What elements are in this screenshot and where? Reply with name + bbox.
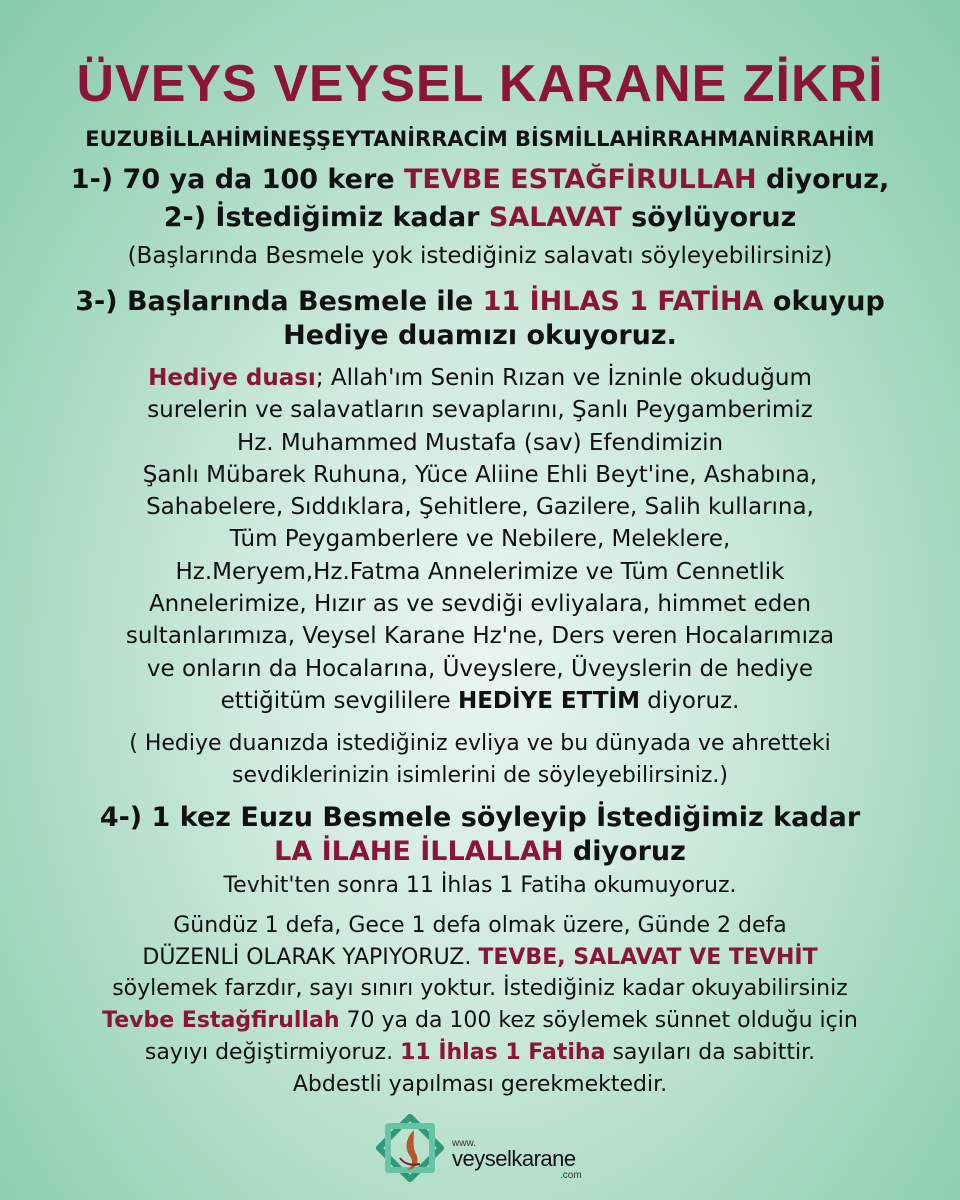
step-3-prefix: 3-) Başlarında Besmele ile bbox=[75, 286, 483, 317]
final-line: Gündüz 1 defa, Gece 1 defa olmak üzere, Günde 2 defa bbox=[173, 913, 787, 938]
step-2-note: (Başlarında Besmele yok istediğiniz salavatı söyleyebilirsiniz) bbox=[127, 243, 833, 269]
note-line: ( Hediye duanızda istediğiniz evliya ve bu dünyada ve ahretteki bbox=[129, 731, 831, 756]
hediye-duasi-block bbox=[40, 362, 920, 717]
step-4-line-3: Tevhit'ten sonra 11 İhlas 1 Fatiha okumuyoruz. bbox=[223, 873, 737, 898]
logo-com: .com bbox=[560, 1170, 582, 1181]
hediye-line: sultanlarımıza, Veysel Karane Hz'ne, Ders veren Hocalarımıza bbox=[125, 623, 835, 650]
final-line-4-rest: 70 ya da 100 kez söylemek sünnet olduğu için bbox=[339, 1008, 858, 1034]
final-line: Abdestli yapılması gerekmektedir. bbox=[292, 1071, 668, 1097]
final-notes bbox=[40, 910, 920, 1100]
step-3-suffix: okuyup bbox=[763, 286, 885, 317]
hediye-last-suffix: diyoruz. bbox=[640, 687, 740, 714]
logo-name: veyselkarane bbox=[452, 1146, 576, 1171]
hediye-line: surelerin ve salavatların sevaplarını, Şanlı Peygamberimiz bbox=[147, 397, 813, 424]
hediye-line: Sahabelere, Sıddıklara, Şehitlere, Gazilere, Salih kullarına, bbox=[146, 494, 814, 521]
step-2-suffix: söylüyoruz bbox=[621, 202, 797, 233]
hediye-line: Annelerimize, Hızır as ve sevdiği evliyalara, himmet eden bbox=[148, 591, 812, 618]
step-1-highlight: TEVBE ESTAĞFİRULLAH bbox=[404, 164, 757, 195]
hediye-ettim: HEDİYE ETTİM bbox=[457, 687, 640, 714]
hediye-line bbox=[40, 362, 920, 394]
hediye-line: Hz.Meryem,Hz.Fatma Annelerimize ve Tüm Cennetlik bbox=[175, 558, 785, 585]
step-2-prefix: 2-) İstediğimiz kadar bbox=[163, 202, 489, 233]
step-1 bbox=[0, 162, 960, 198]
final-line-2-prefix: DÜZENLİ OLARAK YAPIYORUZ. bbox=[142, 944, 479, 970]
veyselkarane-logo bbox=[370, 1108, 600, 1188]
logo-www: www. bbox=[452, 1138, 476, 1149]
bismillah-line: EUZUBİLLAHİMİNEŞŞEYTANİRRACİM BİSMİLLAHİRRAHMANİRRAHİM bbox=[85, 127, 875, 151]
final-line-5-rest: sayıları da sabittir. bbox=[605, 1039, 816, 1065]
step-1-suffix: diyoruz, bbox=[756, 164, 890, 195]
page-title: ÜVEYS VEYSEL KARANE ZİKRİ bbox=[76, 55, 884, 113]
hediye-line: Tüm Peygamberlere ve Nebilere, Meleklere, bbox=[229, 526, 731, 553]
step-2 bbox=[0, 200, 960, 236]
final-line bbox=[40, 1037, 920, 1069]
hediye-last-prefix: ettiğitüm sevgililere bbox=[220, 687, 458, 714]
step-2-highlight: SALAVAT bbox=[488, 202, 622, 233]
step-1-prefix: 1-) 70 ya da 100 kere bbox=[70, 164, 404, 195]
step-3-line-2: Hediye duamızı okuyoruz. bbox=[283, 320, 677, 351]
hediye-line bbox=[40, 685, 920, 717]
logo-emblem-icon bbox=[370, 1108, 450, 1188]
final-line-4-highlight: Tevbe Estağfirullah bbox=[102, 1008, 340, 1034]
final-line bbox=[40, 1005, 920, 1037]
hediye-line-1-rest: ; Allah'ım Senin Rızan ve İzninle okuduğum bbox=[315, 365, 812, 391]
step-4-highlight: LA İLAHE İLLALLAH bbox=[274, 836, 564, 867]
final-line-5-prefix: sayıyı değiştirmiyoruz. bbox=[144, 1039, 401, 1065]
step-3 bbox=[0, 284, 960, 320]
final-line-5-highlight: 11 İhlas 1 Fatiha bbox=[400, 1039, 606, 1065]
hediye-line: Hz. Muhammed Mustafa (sav) Efendimizin bbox=[236, 429, 724, 456]
step-3-highlight: 11 İHLAS 1 FATİHA bbox=[482, 286, 764, 317]
final-line: söylemek farzdır, sayı sınırı yoktur. İstediğiniz kadar okuyabilirsiniz bbox=[112, 976, 848, 1002]
hediye-line: ve onların da Hocalarına, Üveyslere, Üveyslerin de hediye bbox=[146, 655, 814, 682]
hediye-label: Hediye duası bbox=[148, 365, 316, 391]
note-line: sevdiklerinizin isimlerini de söyleyebilirsiniz.) bbox=[232, 763, 728, 788]
hediye-note bbox=[40, 728, 920, 792]
final-line bbox=[40, 942, 920, 974]
step-4-line-2 bbox=[0, 834, 960, 870]
step-4-suffix: diyoruz bbox=[563, 836, 686, 867]
step-4: 4-) 1 kez Euzu Besmele söyleyip İstediğimiz kadar bbox=[99, 802, 861, 833]
final-line-2-highlight: TEVBE, SALAVAT VE TEVHİT bbox=[478, 944, 818, 970]
hediye-line: Şanlı Mübarek Ruhuna, Yüce Aliine Ehli Beyt'ine, Ashabına, bbox=[142, 461, 818, 488]
